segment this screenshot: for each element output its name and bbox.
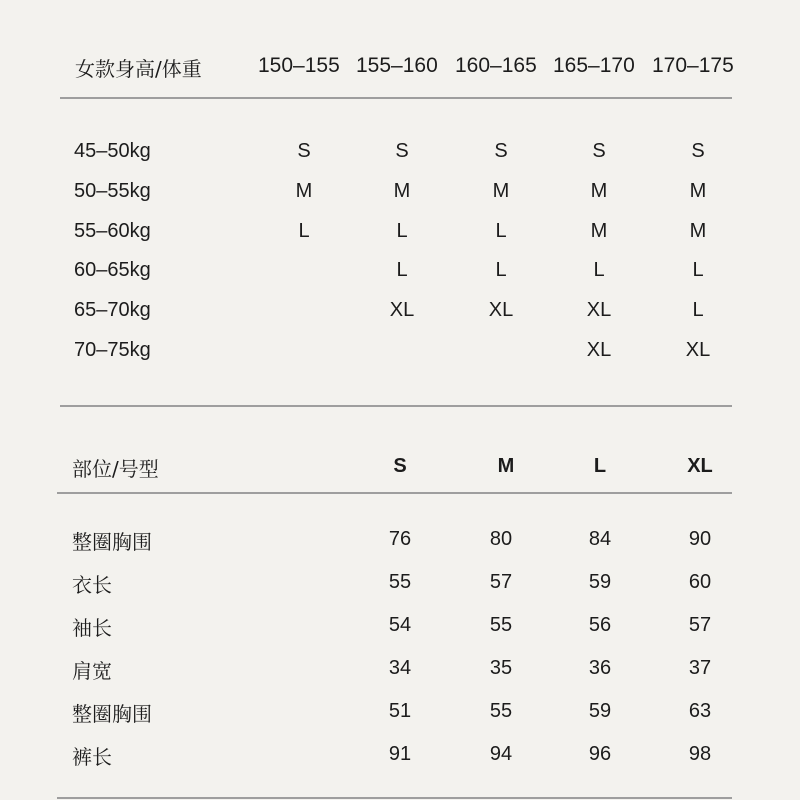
measurement-cell: 76 bbox=[388, 528, 412, 550]
size-cell: M bbox=[590, 220, 608, 242]
size-cell: L bbox=[692, 299, 704, 321]
size-cell: L bbox=[396, 220, 408, 242]
size-cell: XL bbox=[389, 299, 415, 321]
bottom-divider bbox=[57, 797, 732, 799]
size-cell: XL bbox=[586, 339, 612, 361]
height-range-header: 150–155 bbox=[258, 54, 340, 77]
measurement-cell: 90 bbox=[688, 528, 712, 550]
measurement-cell: 37 bbox=[688, 657, 712, 679]
measurement-cell: 57 bbox=[688, 614, 712, 636]
size-cell: L bbox=[298, 220, 310, 242]
weight-range-label: 60–65kg bbox=[74, 259, 151, 281]
measurement-cell: 59 bbox=[588, 571, 612, 593]
measurement-cell: 56 bbox=[588, 614, 612, 636]
measurement-part-label: 袖长 bbox=[72, 616, 112, 640]
height-range-header: 165–170 bbox=[553, 54, 635, 77]
measurement-cell: 94 bbox=[489, 743, 513, 765]
size-column-header: S bbox=[393, 455, 407, 477]
size-column-header: L bbox=[593, 455, 607, 477]
measurement-cell: 59 bbox=[588, 700, 612, 722]
section-divider bbox=[60, 405, 732, 407]
measurement-cell: 51 bbox=[388, 700, 412, 722]
measurement-cell: 60 bbox=[688, 571, 712, 593]
measurement-cell: 36 bbox=[588, 657, 612, 679]
size-cell: S bbox=[494, 140, 508, 162]
size-cell: S bbox=[297, 140, 311, 162]
size-cell: M bbox=[492, 180, 510, 202]
size-column-header: M bbox=[497, 455, 515, 477]
height-weight-header-label: 女款身高/体重 bbox=[75, 57, 202, 81]
weight-range-label: 65–70kg bbox=[74, 299, 151, 321]
size-cell: S bbox=[592, 140, 606, 162]
weight-range-label: 45–50kg bbox=[74, 140, 151, 162]
size-cell: M bbox=[689, 220, 707, 242]
size-cell: L bbox=[396, 259, 408, 281]
measurement-cell: 54 bbox=[388, 614, 412, 636]
height-range-header: 155–160 bbox=[356, 54, 438, 77]
size-cell: S bbox=[691, 140, 705, 162]
size-cell: L bbox=[593, 259, 605, 281]
size-cell: L bbox=[692, 259, 704, 281]
header-divider bbox=[57, 492, 732, 494]
measurement-part-label: 整圈胸围 bbox=[72, 530, 152, 554]
height-range-header: 170–175 bbox=[652, 54, 734, 77]
measurement-cell: 80 bbox=[489, 528, 513, 550]
measurement-part-label: 衣长 bbox=[72, 573, 112, 597]
measurement-cell: 55 bbox=[489, 614, 513, 636]
weight-range-label: 70–75kg bbox=[74, 339, 151, 361]
size-cell: M bbox=[590, 180, 608, 202]
size-cell: M bbox=[393, 180, 411, 202]
weight-range-label: 55–60kg bbox=[74, 220, 151, 242]
measurement-part-label: 肩宽 bbox=[72, 659, 112, 683]
measurement-part-label: 裤长 bbox=[72, 745, 112, 769]
part-size-header-label: 部位/号型 bbox=[72, 457, 159, 481]
height-range-header: 160–165 bbox=[455, 54, 537, 77]
measurement-cell: 57 bbox=[489, 571, 513, 593]
measurement-cell: 55 bbox=[489, 700, 513, 722]
header-divider bbox=[60, 97, 732, 99]
size-cell: L bbox=[495, 220, 507, 242]
measurement-cell: 35 bbox=[489, 657, 513, 679]
size-cell: XL bbox=[685, 339, 711, 361]
size-cell: XL bbox=[586, 299, 612, 321]
measurement-cell: 98 bbox=[688, 743, 712, 765]
size-cell: M bbox=[295, 180, 313, 202]
size-cell: M bbox=[689, 180, 707, 202]
measurement-cell: 63 bbox=[688, 700, 712, 722]
measurement-part-label: 整圈胸围 bbox=[72, 702, 152, 726]
size-cell: L bbox=[495, 259, 507, 281]
measurement-cell: 96 bbox=[588, 743, 612, 765]
measurement-cell: 84 bbox=[588, 528, 612, 550]
size-cell: XL bbox=[488, 299, 514, 321]
measurement-cell: 55 bbox=[388, 571, 412, 593]
size-column-header: XL bbox=[687, 455, 713, 477]
measurement-cell: 34 bbox=[388, 657, 412, 679]
weight-range-label: 50–55kg bbox=[74, 180, 151, 202]
size-cell: S bbox=[395, 140, 409, 162]
measurement-cell: 91 bbox=[388, 743, 412, 765]
